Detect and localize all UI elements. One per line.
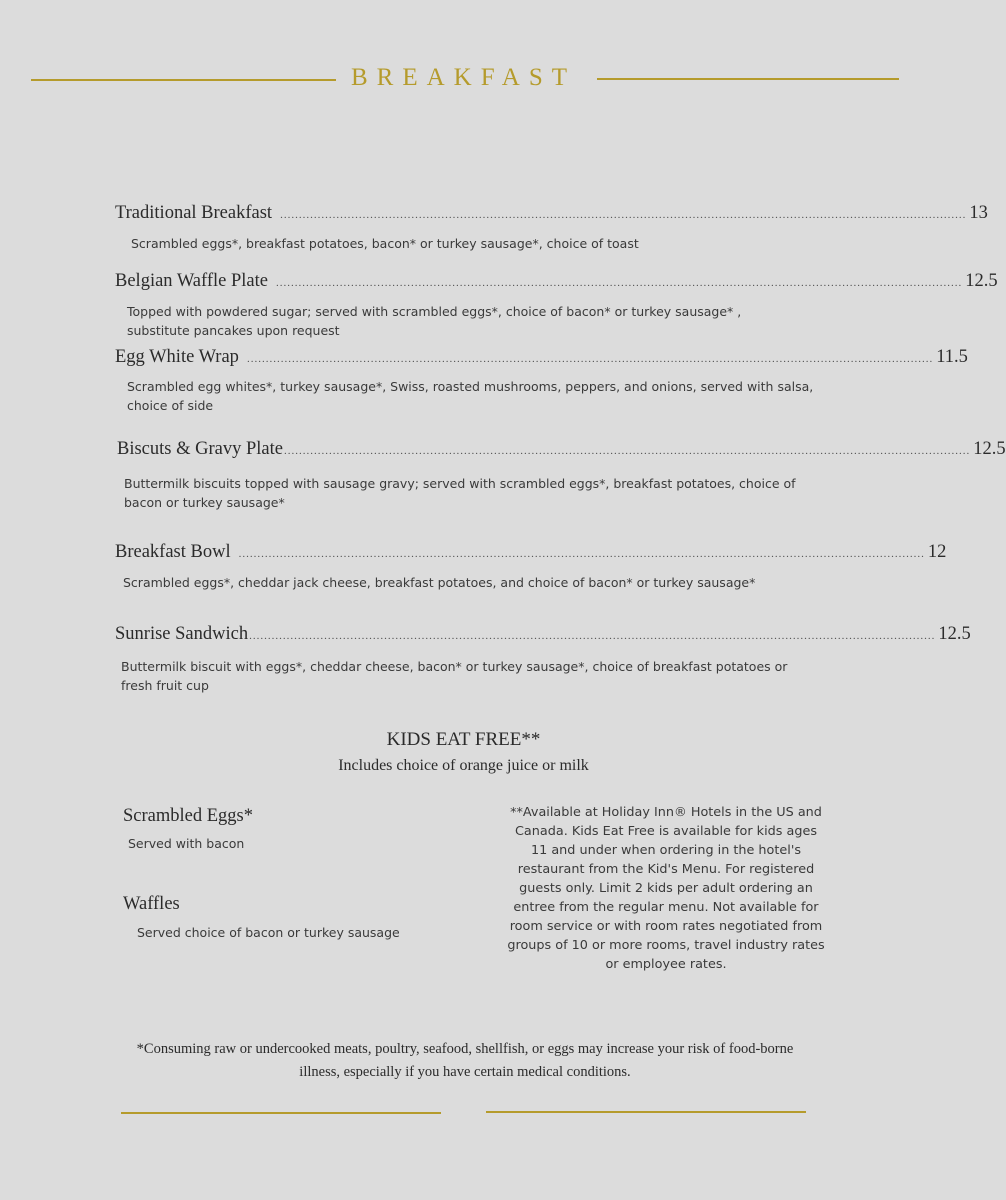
menu-item-sunrise-sandwich (115, 624, 971, 645)
leader-dots: ....................................................................................................................................................................................... (238, 548, 925, 560)
kids-item-description: Served choice of bacon or turkey sausage (137, 925, 400, 940)
kids-section-title: KIDS EAT FREE** (386, 729, 541, 750)
food-safety-disclaimer: *Consuming raw or undercooked meats, poultry, seafood, shellfish, or eggs may increase your risk of food-borne illness, especially if you have certain medical conditions. (136, 1041, 794, 1080)
menu-item-egg-white-wrap (115, 347, 968, 368)
leader-dots: ....................................................................................................................................................................................... (249, 630, 936, 642)
item-price: 12.5 (938, 624, 971, 644)
menu-item-breakfast-bowl (115, 542, 947, 563)
item-name: Sunrise Sandwich (115, 624, 249, 644)
menu-item-belgian-waffle-plate (115, 271, 998, 292)
item-price: 12.5 (973, 439, 1006, 459)
item-description: Scrambled egg whites*, turkey sausage*, Swiss, roasted mushrooms, peppers, and onions, served with salsa, choice of side (127, 379, 814, 413)
item-price: 11.5 (936, 347, 968, 367)
item-name: Egg White Wrap (115, 347, 239, 367)
leader-dots: ....................................................................................................................................................................................... (280, 209, 967, 221)
item-price: 12 (927, 542, 947, 562)
kids-eat-free-note: **Available at Holiday Inn® Hotels in the US and Canada. Kids Eat Free is available for kids ages 11 and under when ordering in the hotel's restaurant from the Kid's Menu. For registered guests only. Limit 2 kids per adult ordering an entree from the regular menu. Not available for room service or with room rates negotiated from groups of 10 or more rooms, travel industry rates or employee rates. (507, 805, 825, 972)
menu-item-traditional-breakfast (115, 203, 988, 224)
item-description: Buttermilk biscuit with eggs*, cheddar cheese, bacon* or turkey sausage*, choice of breakfast potatoes or fresh fruit cup (121, 659, 788, 693)
leader-dots: ....................................................................................................................................................................................... (246, 353, 934, 365)
page-title: BREAKFAST (350, 64, 576, 91)
leader-dots: ....................................................................................................................................................................................... (283, 445, 971, 457)
item-name: Traditional Breakfast (115, 203, 273, 223)
footer-rule-left (121, 1112, 441, 1114)
header-rule-right (597, 78, 899, 80)
item-name: Belgian Waffle Plate (115, 271, 268, 291)
item-description: Scrambled eggs*, cheddar jack cheese, breakfast potatoes, and choice of bacon* or turkey sausage* (123, 575, 756, 590)
kids-item-name: Waffles (123, 894, 180, 914)
item-name: Biscuts & Gravy Plate (117, 439, 283, 459)
item-name: Breakfast Bowl (115, 542, 231, 562)
menu-item-biscuts-gravy-plate (117, 439, 1006, 460)
item-description: Scrambled eggs*, breakfast potatoes, bacon* or turkey sausage*, choice of toast (131, 236, 639, 251)
item-description: Buttermilk biscuits topped with sausage gravy; served with scrambled eggs*, breakfast potatoes, choice of bacon or turkey sausage* (124, 476, 796, 510)
leader-dots: ....................................................................................................................................................................................... (275, 277, 963, 289)
kids-section-subtitle: Includes choice of orange juice or milk (338, 757, 589, 774)
kids-item-description: Served with bacon (128, 836, 245, 851)
item-description: Topped with powdered sugar; served with scrambled eggs*, choice of bacon* or turkey sausage* , substitute pancakes upon request (127, 304, 742, 338)
item-price: 12.5 (965, 271, 998, 291)
footer-rule-right (486, 1111, 806, 1113)
kids-item-name: Scrambled Eggs* (123, 806, 253, 826)
item-price: 13 (969, 203, 988, 223)
